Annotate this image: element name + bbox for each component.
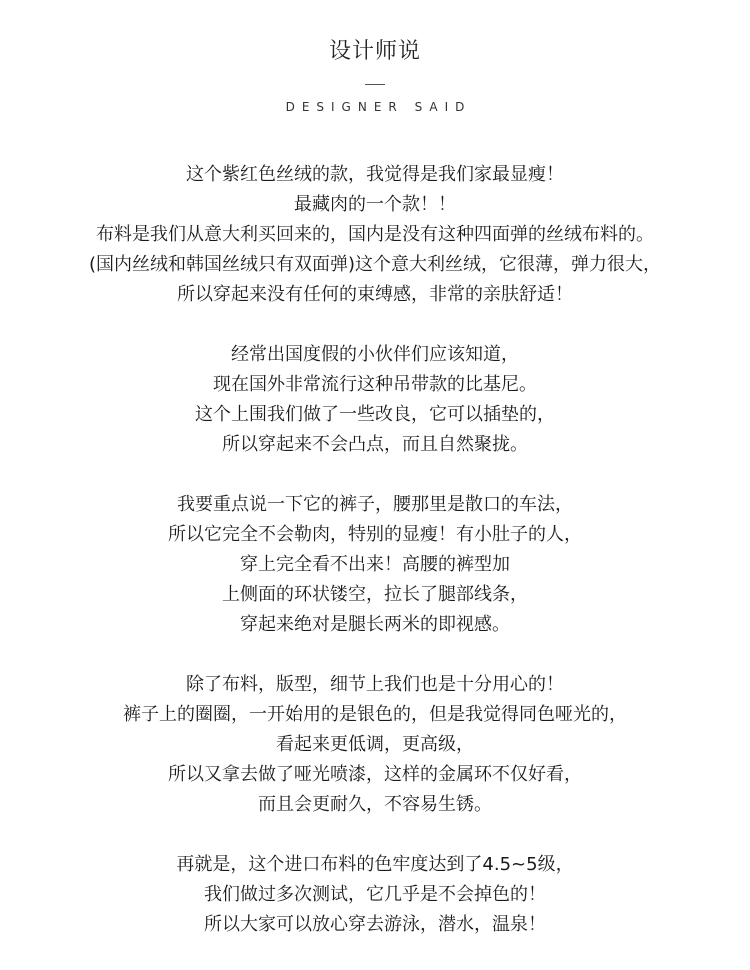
text-line: 再就是，这个进口布料的色牢度达到了4.5~5级， [176, 854, 574, 875]
text-line: (国内丝绒和韩国丝绒只有双面弹)这个意大利丝绒，它很薄，弹力很大， [88, 254, 662, 275]
title-divider [365, 84, 385, 85]
text-line: 穿上完全看不出来！高腰的裤型加 [240, 554, 510, 575]
text-line: 这个紫红色丝绒的款，我觉得是我们家最显瘦！ [186, 164, 564, 185]
paragraph-fabric [0, 160, 750, 310]
text-line: 所以穿起来没有任何的束缚感，非常的亲肤舒适！ [177, 284, 573, 305]
text-line: 所以穿起来不会凸点，而且自然聚拢。 [222, 434, 528, 455]
text-line: 穿起来绝对是腿长两米的即视感。 [240, 614, 510, 635]
paragraph-colorfastness [0, 850, 750, 940]
paragraph-top [0, 340, 750, 460]
text-line: 上侧面的环状镂空，拉长了腿部线条， [222, 584, 528, 605]
text-line: 现在国外非常流行这种吊带款的比基尼。 [213, 374, 537, 395]
page-title: 设计师说 [328, 39, 421, 64]
paragraph-bottoms [0, 490, 750, 640]
text-line: 所以它完全不会勒肉，特别的显瘦！有小肚子的人， [168, 524, 582, 545]
text-line: 最藏肉的一个款！！ [294, 194, 456, 215]
designer-statement [0, 160, 750, 970]
text-line: 我们做过多次测试，它几乎是不会掉色的！ [204, 884, 546, 905]
text-line: 而且会更耐久，不容易生锈。 [258, 794, 492, 815]
text-line: 裤子上的圈圈，一开始用的是银色的，但是我觉得同色哑光的， [123, 704, 627, 725]
text-line: 看起来更低调，更高级， [276, 734, 474, 755]
text-line: 布料是我们从意大利买回来的，国内是没有这种四面弹的丝绒布料的。 [96, 224, 654, 245]
paragraph-details [0, 670, 750, 820]
text-line: 经常出国度假的小伙伴们应该知道， [231, 344, 519, 365]
text-line: 除了布料，版型，细节上我们也是十分用心的！ [186, 674, 564, 695]
text-line: 所以大家可以放心穿去游泳，潜水，温泉！ [204, 914, 546, 935]
text-line: 这个上围我们做了一些改良，它可以插垫的， [195, 404, 555, 425]
text-line: 所以又拿去做了哑光喷漆，这样的金属环不仅好看， [168, 764, 582, 785]
page-subtitle: DESIGNER SAID [285, 100, 472, 114]
text-line: 我要重点说一下它的裤子，腰那里是散口的车法， [177, 494, 573, 515]
